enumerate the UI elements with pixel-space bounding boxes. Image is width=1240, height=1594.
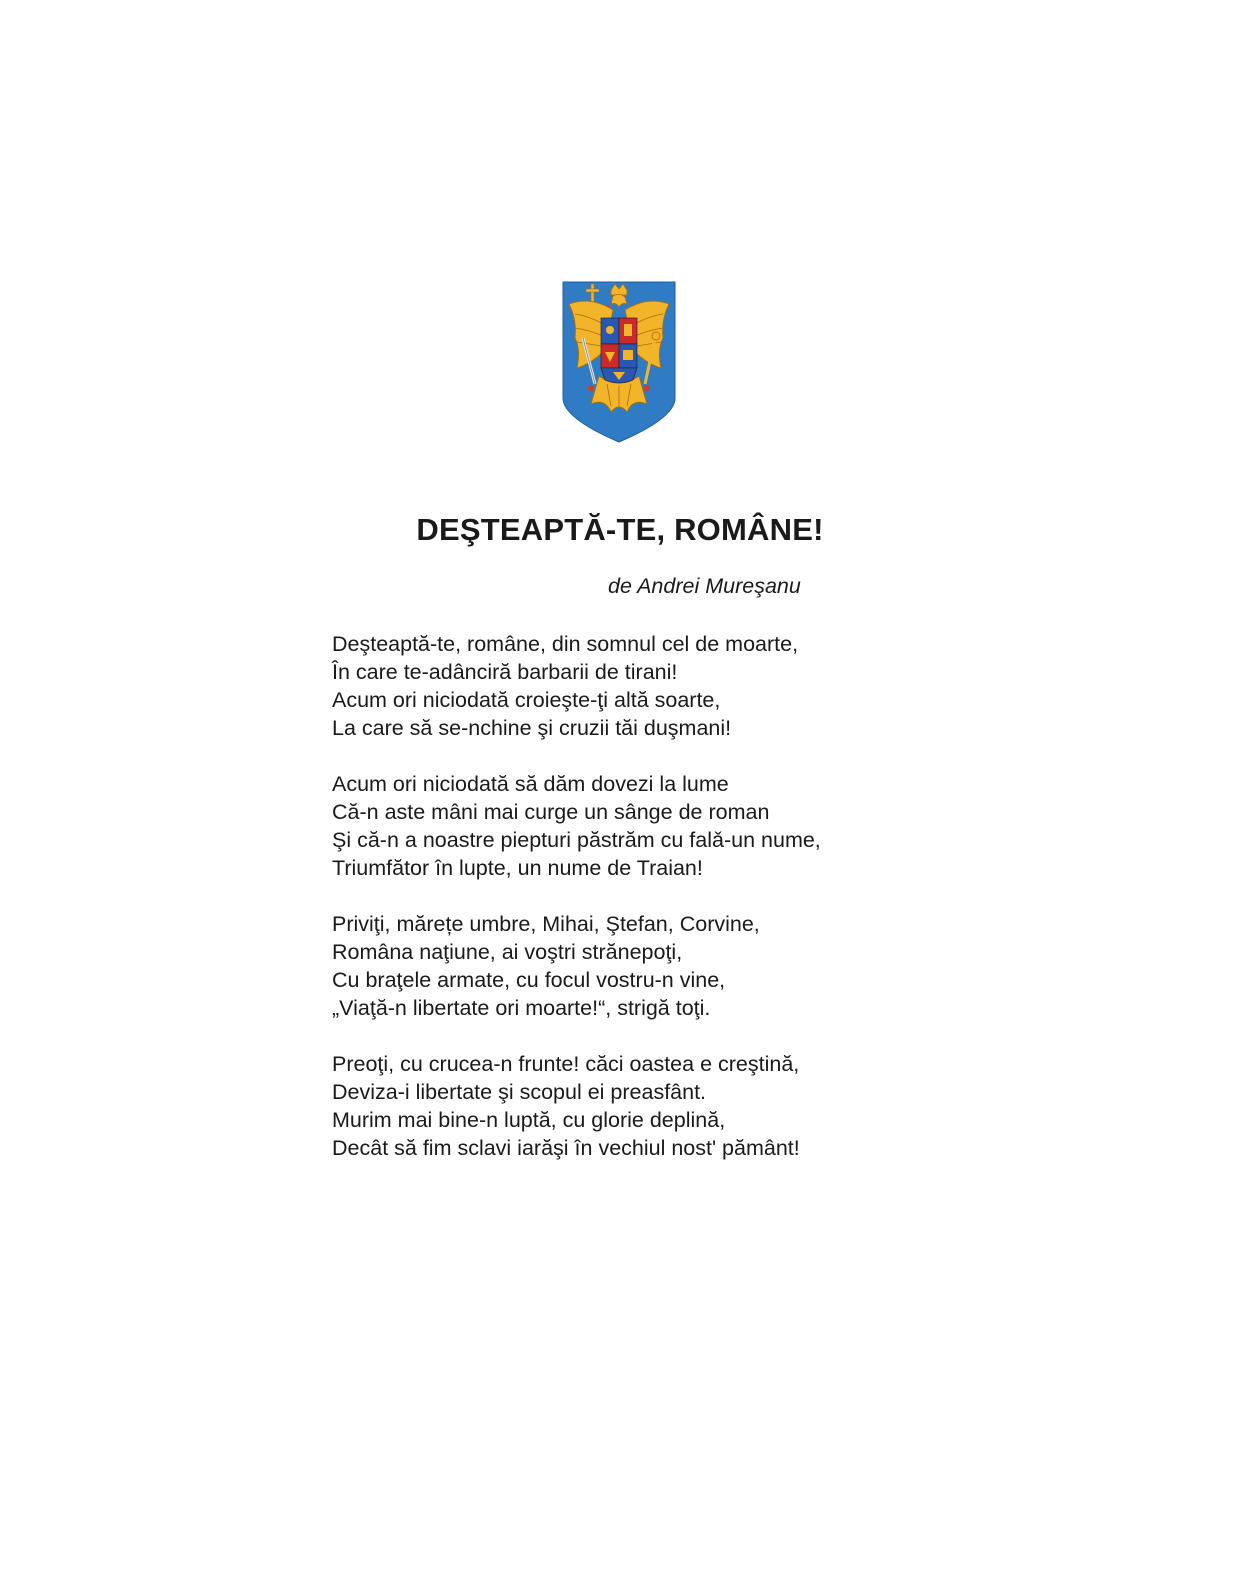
poem-line: Cu braţele armate, cu focul vostru-n vine,	[332, 968, 726, 992]
poem-line: Preoţi, cu crucea-n frunte! căci oastea e creştină,	[332, 1052, 800, 1076]
poem-line: Deşteaptă-te, române, din somnul cel de moarte,	[332, 632, 799, 656]
coat-of-arms-icon	[561, 280, 677, 444]
poem-author: de Andrei Mureşanu	[608, 574, 801, 598]
poem-line: Acum ori niciodată să dăm dovezi la lume	[332, 772, 729, 796]
poem-line: Priviţi, mărețe umbre, Mihai, Ştefan, Corvine,	[332, 912, 760, 936]
poem-title: DEŞTEAPTĂ-TE, ROMÂNE!	[416, 512, 824, 547]
stanza	[332, 1050, 1032, 1162]
poem-line: „Viaţă-n libertate ori moarte!“, strigă toţi.	[332, 996, 711, 1020]
poem-line: Triumfător în lupte, un nume de Traian!	[332, 856, 703, 880]
poem-line: Şi că-n a noastre piepturi păstrăm cu falǎ-un nume,	[332, 828, 821, 852]
stanza	[332, 910, 1032, 1022]
poem-line: La care să se-nchine şi cruzii tăi duşmani!	[332, 716, 732, 740]
poem-line: Că-n aste mâni mai curge un sânge de roman	[332, 800, 770, 824]
poem-body	[332, 630, 1032, 1190]
poem-line: Decât să fim sclavi iarăşi în vechiul nost' pământ!	[332, 1136, 800, 1160]
poem-line: Murim mai bine-n luptă, cu glorie deplină,	[332, 1108, 726, 1132]
poem-line: Acum ori niciodată croieşte-ţi altă soarte,	[332, 688, 721, 712]
poem-line: Deviza-i libertate şi scopul ei preasfânt.	[332, 1080, 707, 1104]
poem-line: Româna naţiune, ai voştri strănepoţi,	[332, 940, 683, 964]
stanza	[332, 630, 1032, 742]
poem-line: În care te-adânciră barbarii de tirani!	[332, 660, 678, 684]
stanza	[332, 770, 1032, 882]
